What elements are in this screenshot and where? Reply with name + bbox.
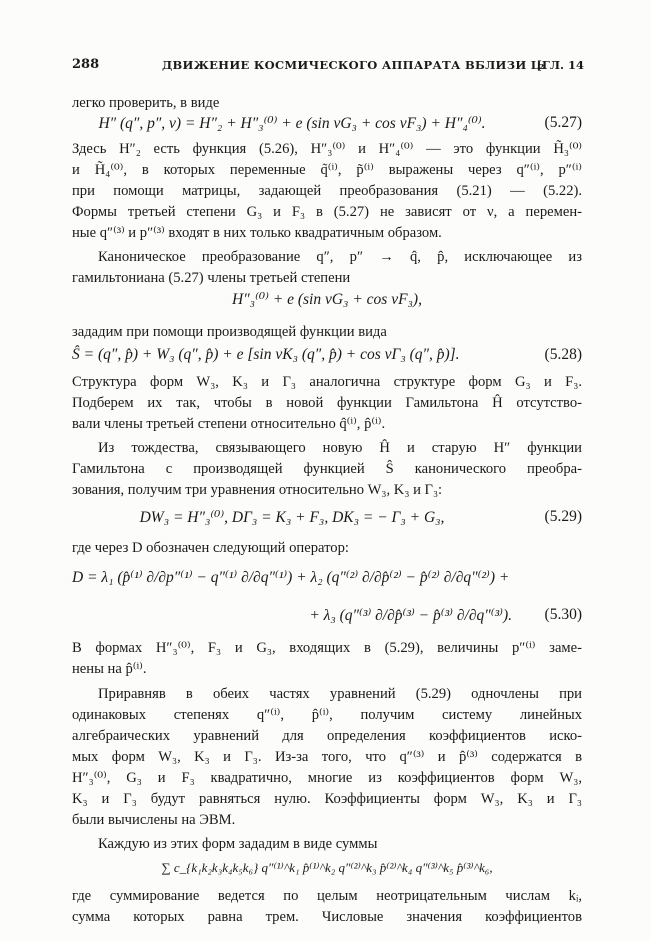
text-line: Гамильтона с производящей функцией Ŝ канонического преобра- <box>72 461 582 477</box>
text-line: алгебраических уравнений для определения коэффициентов иско- <box>72 728 582 744</box>
text-line: одинаковых степенях q″⁽ⁱ⁾, p̂⁽ⁱ⁾, получим систему линейных <box>72 707 582 723</box>
text-line: были вычислены на ЭВМ. <box>72 812 236 828</box>
equation-expression: ∑ c_{k₁k₂k₃k₄k₅k₆} q″⁽¹⁾^k₁ p̂⁽¹⁾^k₂ q″⁽²⁾^k₃ p̂⁽²⁾^k₄ q″⁽³⁾^k₅ p̂⁽³⁾^k₆, <box>161 860 493 875</box>
text-line: вали члены третьей степени относительно q̂⁽ⁱ⁾, p̂⁽ⁱ⁾. <box>72 416 386 432</box>
equation-expression: H″ (q″, p″, ν) = H″₂ + H″₃⁽⁰⁾ + e (sin νG₃ + cos νF₃) + H″₄⁽⁰⁾. <box>98 115 486 132</box>
text-line: зададим при помощи производящей функции вида <box>72 324 387 340</box>
text-line: Формы третьей степени G₃ и F₃ в (5.27) не зависят от ν, а перемен- <box>72 204 582 220</box>
equation-expression: + λ₃ (q″⁽³⁾ ∂/∂p̂⁽³⁾ − p̂⁽³⁾ ∂/∂q″⁽³⁾). <box>309 607 512 624</box>
text-line: В формах H″₃⁽⁰⁾, F₃ и G₃, входящих в (5.29), величины p″⁽ⁱ⁾ заме- <box>72 640 582 656</box>
page-number: 288 <box>72 57 100 72</box>
equation-label: (5.28) <box>544 346 582 363</box>
text-line: и H̃₄⁽⁰⁾, в которых переменные q̃⁽ⁱ⁾, p̃⁽ⁱ⁾ выражены через q″⁽ⁱ⁾, p″⁽ⁱ⁾ <box>72 162 582 178</box>
chapter-label: [ГЛ. 14 <box>536 58 584 72</box>
text-line: Здесь H″₂ есть функция (5.26), H″₃⁽⁰⁾ и H″₄⁽⁰⁾ — это функции H̃₃⁽⁰⁾ <box>72 141 582 157</box>
text-line: ные q″⁽³⁾ и p″⁽³⁾ входят в них только квадратичным образом. <box>72 225 442 241</box>
equation-expression: DW₃ = H″₃⁽⁰⁾, DΓ₃ = K₃ + F₃, DK₃ = − Γ₃ + G₃, <box>139 509 445 526</box>
text-line: легко проверить, в виде <box>72 95 220 111</box>
text-line: Из тождества, связывающего новую Ĥ и старую H″ функции <box>98 440 582 456</box>
text-line: где суммирование ведется по целым неотрицательным числам kᵢ, <box>72 888 582 904</box>
text-line: Приравняв в обеих частях уравнений (5.29) одночлены при <box>98 686 582 702</box>
equation-expression: Ŝ = (q″, p̂) + W₃ (q″, p̂) + e [sin νK₃ (q″, p̂) + cos νΓ₃ (q″, p̂)]. <box>72 346 460 363</box>
equation-expression: D = λ₁ (p̂⁽¹⁾ ∂/∂p″⁽¹⁾ − q″⁽¹⁾ ∂/∂q″⁽¹⁾) + λ₂ (q″⁽²⁾ ∂/∂p̂⁽²⁾ − p̂⁽²⁾ ∂/∂q″⁽²⁾) + <box>72 569 510 586</box>
text-line: гамильтониана (5.27) члены третьей степени <box>72 270 351 286</box>
text-line: где через D обозначен следующий оператор: <box>72 540 349 556</box>
text-line: Структура форм W₃, K₃ и Γ₃ аналогична структуре форм G₃ и F₃. <box>72 374 582 390</box>
equation-label: (5.30) <box>544 606 582 623</box>
text-line: мых форм W₃, K₃ и Γ₃. Из-за того, что q″⁽³⁾ и p̂⁽³⁾ содержатся в <box>72 749 582 765</box>
equation-expression: H″₃⁽⁰⁾ + e (sin νG₃ + cos νF₃), <box>232 291 422 308</box>
text-line: при помощи матрицы, задающей преобразования (5.21) — (5.22). <box>72 183 582 199</box>
text-line: Каждую из этих форм зададим в виде суммы <box>98 836 378 852</box>
text-line: сумма которых равна трем. Числовые значения коэффициентов <box>72 909 582 925</box>
text-line: K₃ и Γ₃ будут равняться нулю. Коэффициенты форм W₃, K₃ и Γ₃ <box>72 791 582 807</box>
running-title: ДВИЖЕНИЕ КОСМИЧЕСКОГО АППАРАТА ВБЛИЗИ L₂ <box>162 58 545 72</box>
text-line: Подберем их так, чтобы в новой функции Гамильтона Ĥ отсутство- <box>72 395 582 411</box>
text-line: нены на p̂⁽ⁱ⁾. <box>72 661 147 677</box>
text-line: Каноническое преобразование q″, p″ → q̂, p̂, исключающее из <box>98 249 582 265</box>
running-header <box>72 57 584 79</box>
equation-label: (5.27) <box>544 114 582 131</box>
text-line: зования, получим три уравнения относительно W₃, K₃ и Γ₃: <box>72 482 443 498</box>
text-line: H″₃⁽⁰⁾, G₃ и F₃ квадратично, многие из коэффициентов форм W₃, <box>72 770 582 786</box>
equation-label: (5.29) <box>544 508 582 525</box>
